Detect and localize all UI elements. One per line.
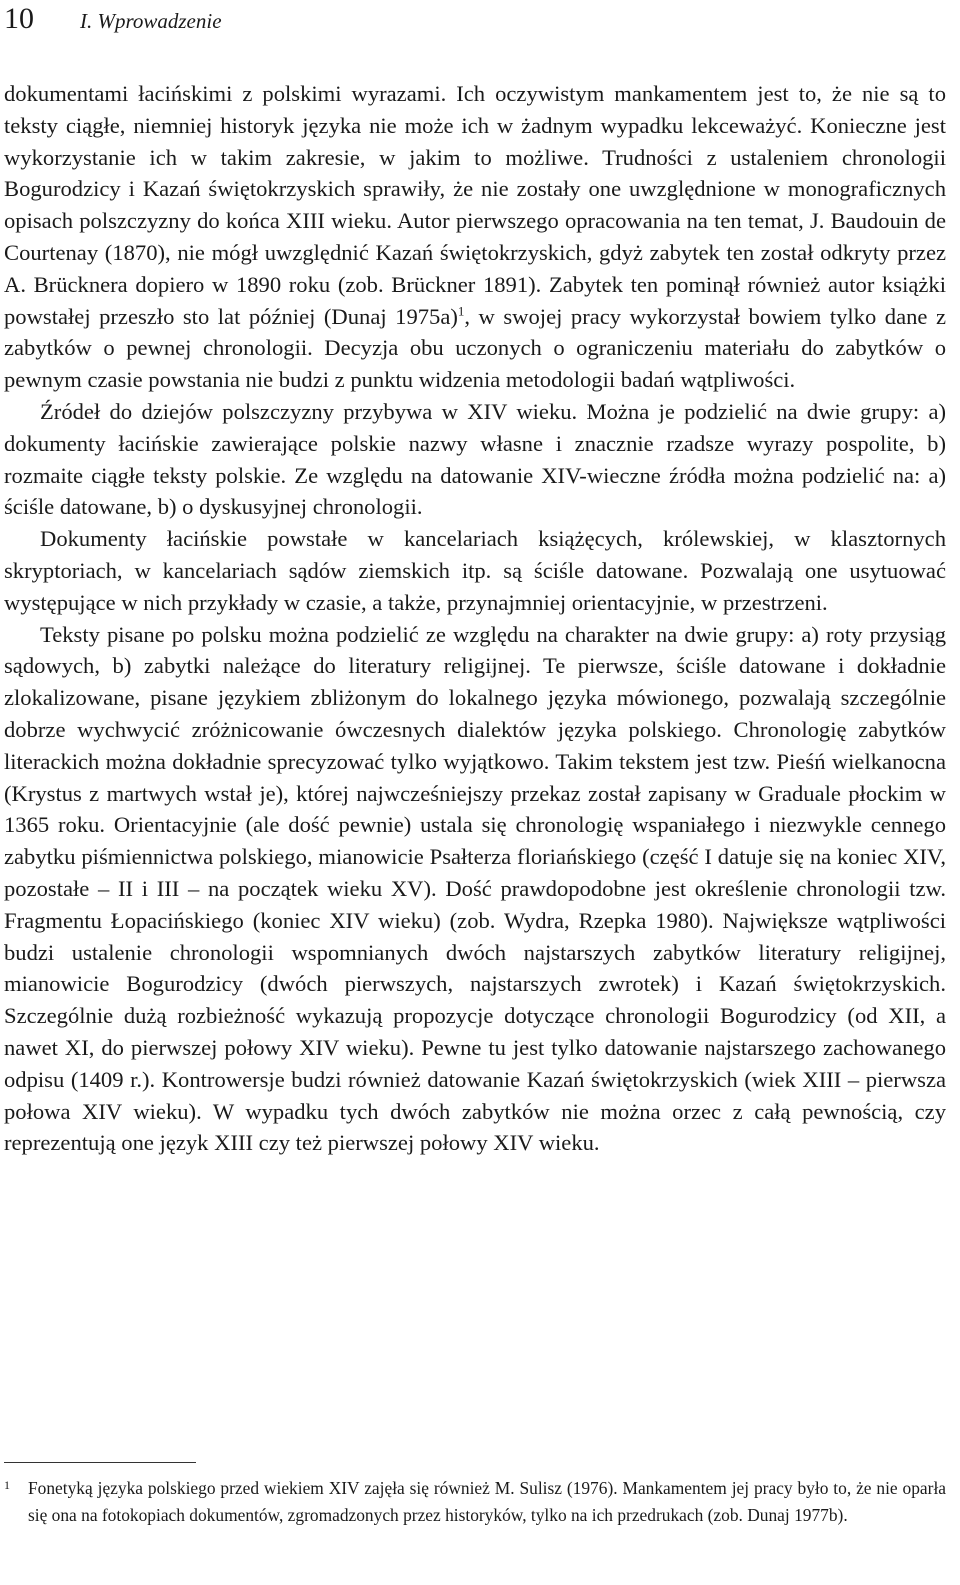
chapter-title: I. Wprowadzenie [80,9,222,33]
paragraph: Teksty pisane po polsku można podzielić ze względu na charakter na dwie grupy: a) roty przysiąg sądowych, b) zabytki należące do literatury religijnej. Te pierwsze, ściśle datowane i dokładnie zlokalizowane, pisane językiem zbliżonym do lokalnego języka mówionego, pozwalają szczególnie dobrze wychwycić zróżnicowanie ówczesnych dialektów języka polskiego. Chronologię zabytków literackich można dokładnie sprecyzować tylko wyjątkowo. Takim tekstem jest tzw. Pieśń wielkanocna (Krystus z martwych wstał je), której najwcześniejszy przekaz został zapisany w Graduale płockim w 1365 roku. Orientacyjnie (ale dość pewnie) ustala się chronologię wspaniałego i niezwykle cennego zabytku piśmiennictwa polskiego, mianowicie Psałterza floriańskiego (część I datuje się na koniec XIV, pozostałe – II i III – na początek wieku XV). Dość prawdopodobne jest określenie chronologii tzw. Fragmentu Łopacińskiego (koniec XIV wieku) (zob. Wydra, Rzepka 1980). Największe wątpliwości budzi ustalenie chronologii wspomnianych dwóch najstarszych zabytków literatury religijnej, mianowicie Bogurodzicy (dwóch pierwszych, najstarszych zwrotek) i Kazań świętokrzyskich. Szczególnie dużą rozbieżność wykazują propozycje dotyczące chronologii Bogurodzicy (od XII, a nawet XI, do pierwszej połowy XIV wieku). Pewne tu jest tylko datowanie najstarszego zachowanego odpisu (1409 r.). Kontrowersje budzi również datowanie Kazań świętokrzyskich (wiek XIII – pierwsza połowa XIV wieku). W wypadku tych dwóch zabytków nie można orzec z całą pewnością, czy reprezentują one język XIII czy też pierwszej połowy XIV wieku. [4,621,946,1156]
body-text [4,78,946,1159]
footnote-mark: 1 [4,1478,10,1492]
page-number: 10 [4,2,34,35]
footnote-reference[interactable]: 1 [457,303,465,319]
paragraph: Źródeł do dziejów polszczyzny przybywa w XIV wieku. Można je podzielić na dwie grupy: a) dokumenty łacińskie zawierające polskie nazwy własne i znacznie rzadsze wyrazy pospolite, b) rozmaite ciągłe teksty polskie. Ze względu na datowanie XIV-wieczne źródła można podzielić na: a) ściśle datowane, b) o dyskusyjnej chronologii. [4,398,946,520]
footnote-divider [4,1462,196,1463]
paragraph-text: dokumentami łacińskimi z polskimi wyrazami. Ich oczywistym mankamentem jest to, że nie są to teksty ciągłe, niemniej historyk języka nie może ich w żadnym wypadku lekceważyć. Konieczne jest wykorzystanie ich w takim zakresie, w jakim to możliwe. Trudności z ustaleniem chronologii Bogurodzicy i Kazań świętokrzyskich sprawiły, że nie zostały one uwzględnione w monograficznych opisach polszczyzny do końca XIII wieku. Autor pierwszego opracowania na ten temat, J. Baudouin de Courtenay (1870), nie mógł uwzględnić Kazań świętokrzyskich, gdyż zabytek ten został odkryty przez A. Brücknera dopiero w 1890 roku (zob. Brückner 1891). Zabytek ten pominął również autor książki powstałej przeszło sto lat później (Dunaj 1975a) [4,81,946,329]
running-header [4,2,222,36]
paragraph-text: , w swojej pracy wykorzystał bowiem tylko dane z zabytków o pewnej chronologii. Decyzja obu uczonych o ograniczeniu materiału do zabytków o pewnym czasie powstania nie budzi z punktu widzenia metodologii badań wątpliwości. [4,303,946,393]
footnote-text: Fonetyką języka polskiego przed wiekiem XIV zajęła się również M. Sulisz (1976). Mankamentem jej pracy było to, że nie oparła się ona na fotokopiach dokumentów, zgromadzonych przez historyków, tylko na ich przedrukach (zob. Dunaj 1977b). [28,1478,946,1525]
footnote [4,1475,946,1529]
paragraph: Dokumenty łacińskie powstałe w kancelariach książęcych, królewskiej, w klasztornych skryptoriach, w kancelariach sądów ziemskich itp. są ściśle datowane. Pozwalają one usytuować występujące w nich przykłady w czasie, a także, przynajmniej orientacyjnie, w przestrzeni. [4,526,946,615]
paragraph [4,78,946,396]
